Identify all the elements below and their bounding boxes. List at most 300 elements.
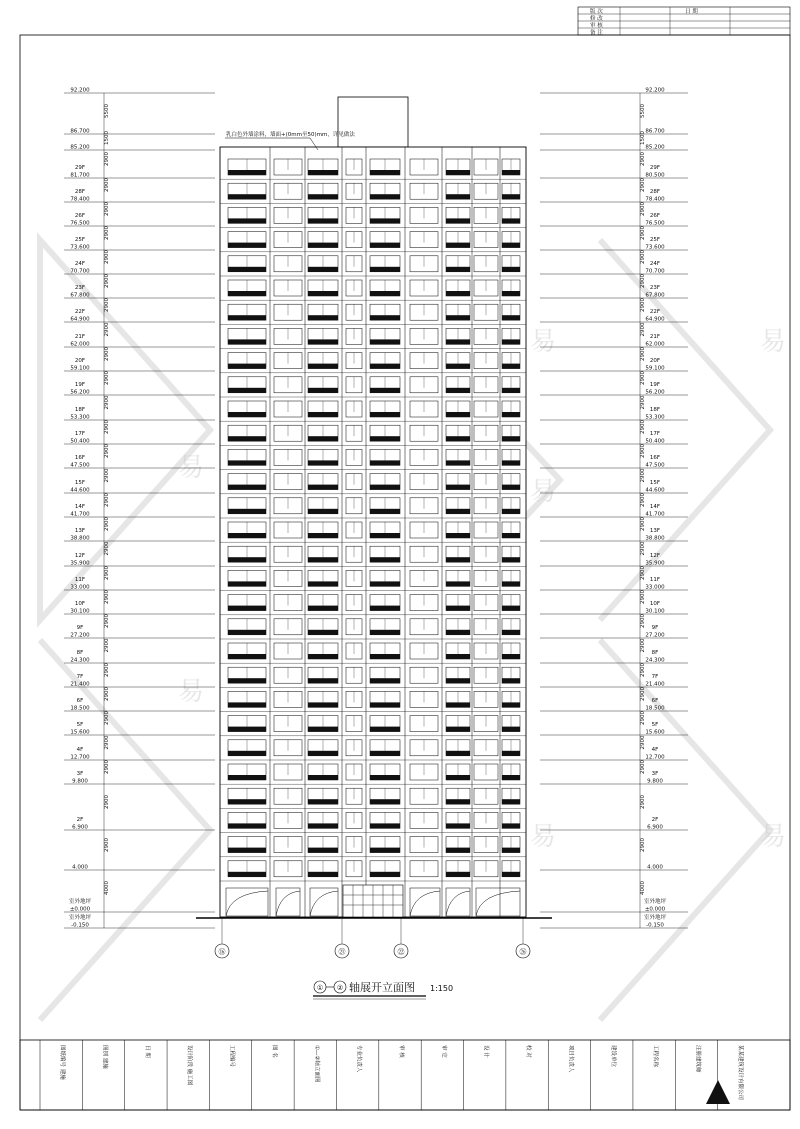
balcony-rail — [370, 799, 400, 804]
level-floor: 28F — [74, 189, 86, 195]
balcony-rail — [370, 848, 400, 853]
level-elevation: 67.800 — [70, 292, 90, 299]
title-block-cell: 专业负责人 — [355, 1045, 362, 1073]
story-dimension: 2900 — [104, 711, 110, 725]
balcony-rail — [370, 218, 400, 223]
level-elevation: 56.200 — [70, 389, 90, 396]
balcony-rail — [308, 194, 338, 199]
level-elevation: 81.700 — [70, 172, 90, 179]
story-dimension: 2900 — [104, 226, 110, 240]
level-elevation: 21.400 — [645, 681, 665, 688]
story-dimension: 2900 — [104, 274, 110, 288]
story-dimension: 2900 — [640, 152, 646, 166]
level-floor: 室外地坪 — [643, 899, 667, 905]
balcony-rail — [502, 751, 520, 756]
balcony-rail — [446, 702, 470, 707]
level-floor: 29F — [74, 165, 86, 171]
balcony-rail — [308, 436, 338, 441]
title-block-cell: 日 期 — [143, 1045, 150, 1058]
title-block — [20, 1040, 790, 1110]
watermark-glyph: 易 — [530, 477, 557, 507]
balcony-rail — [308, 533, 338, 538]
story-dimension: 2900 — [104, 663, 110, 677]
level-floor: 12F — [74, 553, 86, 559]
balcony-rail — [308, 291, 338, 296]
balcony-rail — [446, 654, 470, 659]
balcony-rail — [228, 170, 266, 175]
level-floor: 9F — [651, 625, 659, 631]
level-floor: 7F — [76, 674, 84, 680]
story-dimension: 2900 — [104, 322, 110, 337]
balcony-rail — [370, 872, 400, 877]
level-elevation: 73.600 — [645, 244, 665, 251]
level-floor: 12F — [649, 553, 661, 559]
level-elevation: 73.600 — [70, 244, 90, 251]
level-floor: 5F — [76, 722, 84, 728]
title-block-cell: 设计阶段 施工图 — [186, 1045, 193, 1086]
level-elevation: 64.900 — [70, 316, 90, 323]
level-floor: 17F — [74, 431, 86, 437]
level-floor: 23F — [74, 285, 86, 291]
axis-label: ⑯ — [218, 948, 226, 956]
roof-stair-tower — [338, 97, 408, 147]
axis-label: ㉖ — [519, 948, 527, 956]
title-block-cell: 校 对 — [525, 1045, 532, 1058]
balcony-rail — [370, 291, 400, 296]
facade-note: 乳白色外墙涂料，墙面+(0mm至50)mm，详见做法 — [226, 132, 355, 138]
balcony-rail — [308, 243, 338, 248]
balcony-rail — [308, 872, 338, 877]
balcony-rail — [502, 291, 520, 296]
level-floor: 14F — [74, 504, 86, 510]
level-floor: 14F — [649, 504, 661, 510]
story-dimension: 2900 — [104, 760, 110, 774]
title-block-cell: 工程编号 — [228, 1045, 235, 1068]
level-elevation: 9.800 — [72, 778, 88, 785]
balcony-rail — [370, 702, 400, 707]
company-logo — [706, 1080, 730, 1104]
level-elevation: 24.300 — [645, 657, 665, 664]
balcony-rail — [308, 606, 338, 611]
balcony-rail — [446, 388, 470, 393]
story-dimension: 2900 — [104, 371, 110, 385]
balcony-rail — [370, 775, 400, 780]
level-floor: 6F — [651, 698, 659, 704]
balcony-rail — [308, 315, 338, 320]
title-block-cell: 审 核 — [398, 1045, 404, 1058]
balcony-rail — [370, 339, 400, 344]
revision-value: 日 期 — [685, 9, 698, 15]
story-dimension: 2900 — [104, 735, 110, 750]
story-dimension: 2900 — [104, 687, 110, 701]
story-dimension: 2900 — [640, 760, 646, 774]
story-dimension: 2900 — [640, 795, 646, 809]
balcony-rail — [308, 751, 338, 756]
balcony-rail — [370, 751, 400, 756]
balcony-rail — [228, 243, 266, 248]
level-elevation: 50.400 — [645, 438, 665, 445]
balcony-rail — [446, 364, 470, 369]
level-floor: 23F — [649, 285, 661, 291]
story-dimension: 2900 — [640, 663, 646, 677]
story-dimension: 2900 — [104, 493, 110, 507]
story-dimension: 2900 — [640, 493, 646, 507]
story-dimension: 2900 — [104, 614, 110, 628]
balcony-rail — [228, 436, 266, 441]
level-floor: 3F — [651, 771, 659, 777]
balcony-rail — [228, 218, 266, 223]
level-floor: 10F — [74, 601, 86, 607]
balcony-rail — [370, 823, 400, 828]
balcony-rail — [228, 315, 266, 320]
story-dimension: 2900 — [640, 274, 646, 288]
balcony-rail — [228, 412, 266, 417]
balcony-rail — [370, 606, 400, 611]
balcony-rail — [502, 702, 520, 707]
level-floor: 室外地坪 — [68, 899, 92, 905]
level-elevation: ±0.000 — [644, 906, 666, 913]
level-floor: 8F — [651, 650, 659, 656]
story-dimension: 2900 — [104, 178, 110, 192]
balcony-rail — [502, 533, 520, 538]
balcony-rail — [370, 485, 400, 490]
level-elevation: 70.700 — [645, 268, 665, 275]
balcony-rail — [370, 630, 400, 635]
watermark-glyph: 易 — [530, 327, 557, 357]
level-floor: 4F — [76, 747, 84, 753]
balcony-rail — [228, 872, 266, 877]
level-elevation: 44.600 — [645, 487, 665, 494]
level-floor: 16F — [649, 455, 661, 461]
level-elevation: 59.100 — [70, 365, 90, 372]
watermark-glyph: 易 — [178, 677, 205, 707]
drawing-title — [313, 980, 453, 999]
balcony-rail — [308, 775, 338, 780]
balcony-rail — [502, 630, 520, 635]
balcony-rail — [502, 606, 520, 611]
balcony-rail — [370, 678, 400, 683]
level-elevation: 53.300 — [70, 414, 90, 421]
balcony-rail — [228, 557, 266, 562]
level-floor: 28F — [649, 189, 661, 195]
balcony-rail — [502, 267, 520, 272]
balcony-rail — [502, 388, 520, 393]
title-block-cell: 图别 建施 — [101, 1045, 108, 1069]
story-dimension: 2900 — [104, 838, 110, 852]
balcony-rail — [502, 848, 520, 853]
axis-label: ㉒ — [397, 948, 405, 956]
balcony-rail — [502, 678, 520, 683]
balcony-rail — [502, 823, 520, 828]
level-elevation: 50.400 — [70, 438, 90, 445]
level-elevation: 9.800 — [647, 778, 663, 785]
balcony-rail — [370, 315, 400, 320]
revision-label: 审 核 — [590, 23, 603, 29]
title-block-cell: 设 计 — [482, 1045, 489, 1058]
level-floor: 11F — [74, 577, 86, 583]
level-floor: 22F — [74, 309, 86, 315]
balcony-rail — [446, 436, 470, 441]
top-dimension: 5500 — [640, 104, 646, 118]
level-elevation: 67.800 — [645, 292, 665, 299]
story-dimension: 2900 — [104, 347, 110, 361]
balcony-rail — [502, 364, 520, 369]
balcony-rail — [446, 460, 470, 465]
level-floor: 4F — [651, 747, 659, 753]
level-floor: 16F — [74, 455, 86, 461]
balcony-rail — [502, 654, 520, 659]
story-dimension: 2900 — [640, 687, 646, 701]
story-dimension: 2900 — [640, 566, 646, 580]
balcony-rail — [308, 267, 338, 272]
level-elevation: 62.000 — [70, 341, 90, 348]
level-elevation: 92.200 — [70, 87, 90, 94]
balcony-rail — [446, 678, 470, 683]
level-floor: 22F — [649, 309, 661, 315]
balcony-rail — [228, 799, 266, 804]
level-floor: 13F — [74, 528, 86, 534]
balcony-rail — [370, 243, 400, 248]
balcony-rail — [502, 775, 520, 780]
balcony-rail — [446, 751, 470, 756]
ground-dimension: 4000 — [640, 881, 646, 895]
level-elevation: -0.150 — [646, 922, 664, 929]
balcony-rail — [370, 170, 400, 175]
story-dimension: 2900 — [640, 178, 646, 192]
level-elevation: 24.300 — [70, 657, 90, 664]
level-elevation: 64.900 — [645, 316, 665, 323]
balcony-rail — [446, 170, 470, 175]
level-floor: 9F — [76, 625, 84, 631]
level-floor: 2F — [651, 817, 659, 823]
balcony-rail — [228, 364, 266, 369]
balcony-rail — [502, 485, 520, 490]
level-elevation: 78.400 — [70, 196, 90, 203]
axis-label: ㉑ — [338, 948, 346, 956]
balcony-rail — [228, 678, 266, 683]
balcony-rail — [446, 799, 470, 804]
title-block-cell: 图纸编号 建施 — [59, 1045, 66, 1080]
story-dimension: 2900 — [640, 468, 646, 483]
level-floor: 25F — [649, 237, 661, 243]
balcony-rail — [502, 243, 520, 248]
level-elevation: 85.200 — [70, 144, 90, 151]
balcony-rail — [446, 339, 470, 344]
level-elevation: 41.700 — [645, 511, 665, 518]
level-floor: 21F — [649, 334, 661, 340]
balcony-rail — [228, 460, 266, 465]
balcony-rail — [446, 533, 470, 538]
balcony-rail — [308, 557, 338, 562]
title-block-cell: 审 定 — [440, 1045, 447, 1058]
balcony-rail — [308, 412, 338, 417]
story-dimension: 2900 — [640, 541, 646, 556]
level-elevation: 15.600 — [645, 729, 665, 736]
balcony-rail — [228, 654, 266, 659]
level-elevation: 27.200 — [70, 632, 90, 639]
balcony-rail — [228, 291, 266, 296]
balcony-rail — [446, 218, 470, 223]
balcony-rail — [370, 727, 400, 732]
balcony-rail — [370, 388, 400, 393]
level-elevation: 18.500 — [70, 705, 90, 712]
level-elevation: 4.000 — [72, 864, 88, 871]
balcony-rail — [308, 388, 338, 393]
level-floor: 13F — [649, 528, 661, 534]
title-axis-end: ② — [336, 984, 344, 992]
balcony-rail — [228, 775, 266, 780]
balcony-rail — [446, 775, 470, 780]
level-floor: 21F — [74, 334, 86, 340]
balcony-rail — [370, 412, 400, 417]
balcony-rail — [228, 533, 266, 538]
balcony-rail — [446, 315, 470, 320]
level-floor: 15F — [74, 480, 86, 486]
level-floor: 20F — [649, 358, 661, 364]
story-dimension: 2900 — [640, 590, 646, 604]
level-elevation: 33.000 — [70, 584, 90, 591]
balcony-rail — [308, 509, 338, 514]
balcony-rail — [228, 485, 266, 490]
story-dimension: 2900 — [640, 250, 646, 264]
balcony-rail — [446, 243, 470, 248]
balcony-rail — [308, 799, 338, 804]
level-elevation: 41.700 — [70, 511, 90, 518]
level-elevation: 30.100 — [70, 608, 90, 615]
balcony-rail — [446, 581, 470, 586]
story-dimension: 2900 — [640, 420, 646, 434]
balcony-rail — [446, 823, 470, 828]
level-floor: 20F — [74, 358, 86, 364]
story-dimension: 2900 — [640, 395, 646, 410]
level-elevation: 12.700 — [645, 754, 665, 761]
balcony-rail — [446, 848, 470, 853]
story-dimension: 2900 — [640, 711, 646, 725]
story-dimension: 2900 — [640, 298, 646, 312]
story-dimension: 2900 — [640, 735, 646, 750]
balcony-rail — [228, 630, 266, 635]
axis-markers — [215, 918, 530, 958]
level-elevation: 21.400 — [70, 681, 90, 688]
level-floor: 19F — [649, 382, 661, 388]
balcony-rail — [446, 194, 470, 199]
balcony-rail — [308, 460, 338, 465]
balcony-rail — [228, 751, 266, 756]
balcony-rail — [370, 581, 400, 586]
revision-label: 修 改 — [590, 16, 603, 22]
level-elevation: 12.700 — [70, 754, 90, 761]
balcony-rail — [228, 606, 266, 611]
story-dimension: 2900 — [640, 614, 646, 628]
balcony-rail — [228, 509, 266, 514]
balcony-rail — [370, 533, 400, 538]
story-dimension: 2900 — [640, 322, 646, 337]
level-floor: 室外地坪 — [68, 915, 92, 921]
balcony-rail — [502, 315, 520, 320]
level-elevation: 53.300 — [645, 414, 665, 421]
balcony-rail — [308, 218, 338, 223]
balcony-rail — [228, 727, 266, 732]
parapet-dimension: 1500 — [640, 131, 646, 145]
balcony-rail — [446, 630, 470, 635]
watermark-glyph: 易 — [760, 327, 787, 357]
level-elevation: 80.500 — [645, 172, 665, 179]
story-dimension: 2900 — [104, 517, 110, 531]
balcony-rail — [308, 581, 338, 586]
balcony-rail — [502, 170, 520, 175]
parapet-dimension: 1500 — [104, 131, 110, 145]
balcony-rail — [228, 581, 266, 586]
balcony-rail — [308, 485, 338, 490]
revision-label: 版 次 — [590, 9, 603, 15]
balcony-rail — [502, 872, 520, 877]
level-elevation: 85.200 — [645, 144, 665, 151]
level-elevation: 44.600 — [70, 487, 90, 494]
balcony-rail — [308, 339, 338, 344]
level-elevation: 18.500 — [645, 705, 665, 712]
level-elevation: 6.900 — [72, 824, 88, 831]
level-floor: 17F — [649, 431, 661, 437]
balcony-rail — [370, 194, 400, 199]
story-dimension: 2900 — [104, 795, 110, 809]
level-elevation: 92.200 — [645, 87, 665, 94]
level-elevation: 78.400 — [645, 196, 665, 203]
balcony-rail — [502, 727, 520, 732]
level-elevation: 86.700 — [645, 128, 665, 135]
story-dimension: 2900 — [104, 250, 110, 264]
balcony-rail — [502, 799, 520, 804]
story-dimension: 2900 — [104, 420, 110, 434]
level-elevation: 35.900 — [70, 560, 90, 567]
watermark-glyph: 易 — [530, 822, 557, 852]
level-floor: 5F — [651, 722, 659, 728]
balcony-rail — [308, 702, 338, 707]
story-dimension: 2900 — [104, 395, 110, 410]
balcony-rail — [502, 460, 520, 465]
level-elevation: 59.100 — [645, 365, 665, 372]
level-elevation: 38.800 — [645, 535, 665, 542]
level-elevation: ±0.000 — [69, 906, 91, 913]
balcony-rail — [370, 557, 400, 562]
ground-dimension: 4000 — [104, 881, 110, 895]
balcony-rail — [308, 727, 338, 732]
level-elevation: 86.700 — [70, 128, 90, 135]
balcony-rail — [228, 339, 266, 344]
level-floor: 18F — [74, 407, 86, 413]
level-floor: 2F — [76, 817, 84, 823]
level-elevation: 35.900 — [645, 560, 665, 567]
balcony-rail — [308, 170, 338, 175]
level-floor: 26F — [649, 213, 661, 219]
balcony-rail — [446, 485, 470, 490]
balcony-rail — [502, 581, 520, 586]
balcony-rail — [370, 509, 400, 514]
level-floor: 19F — [74, 382, 86, 388]
drawing-title-text: 轴展开立面图 — [349, 981, 415, 994]
balcony-rail — [228, 848, 266, 853]
level-floor: 26F — [74, 213, 86, 219]
story-dimension: 2900 — [104, 590, 110, 604]
right-level-scale — [540, 88, 688, 929]
balcony-rail — [446, 412, 470, 417]
balcony-rail — [446, 291, 470, 296]
level-elevation: 30.100 — [645, 608, 665, 615]
story-dimension: 2900 — [104, 541, 110, 556]
level-floor: 24F — [649, 261, 661, 267]
balcony-rail — [370, 654, 400, 659]
level-elevation: 56.200 — [645, 389, 665, 396]
balcony-rail — [502, 509, 520, 514]
